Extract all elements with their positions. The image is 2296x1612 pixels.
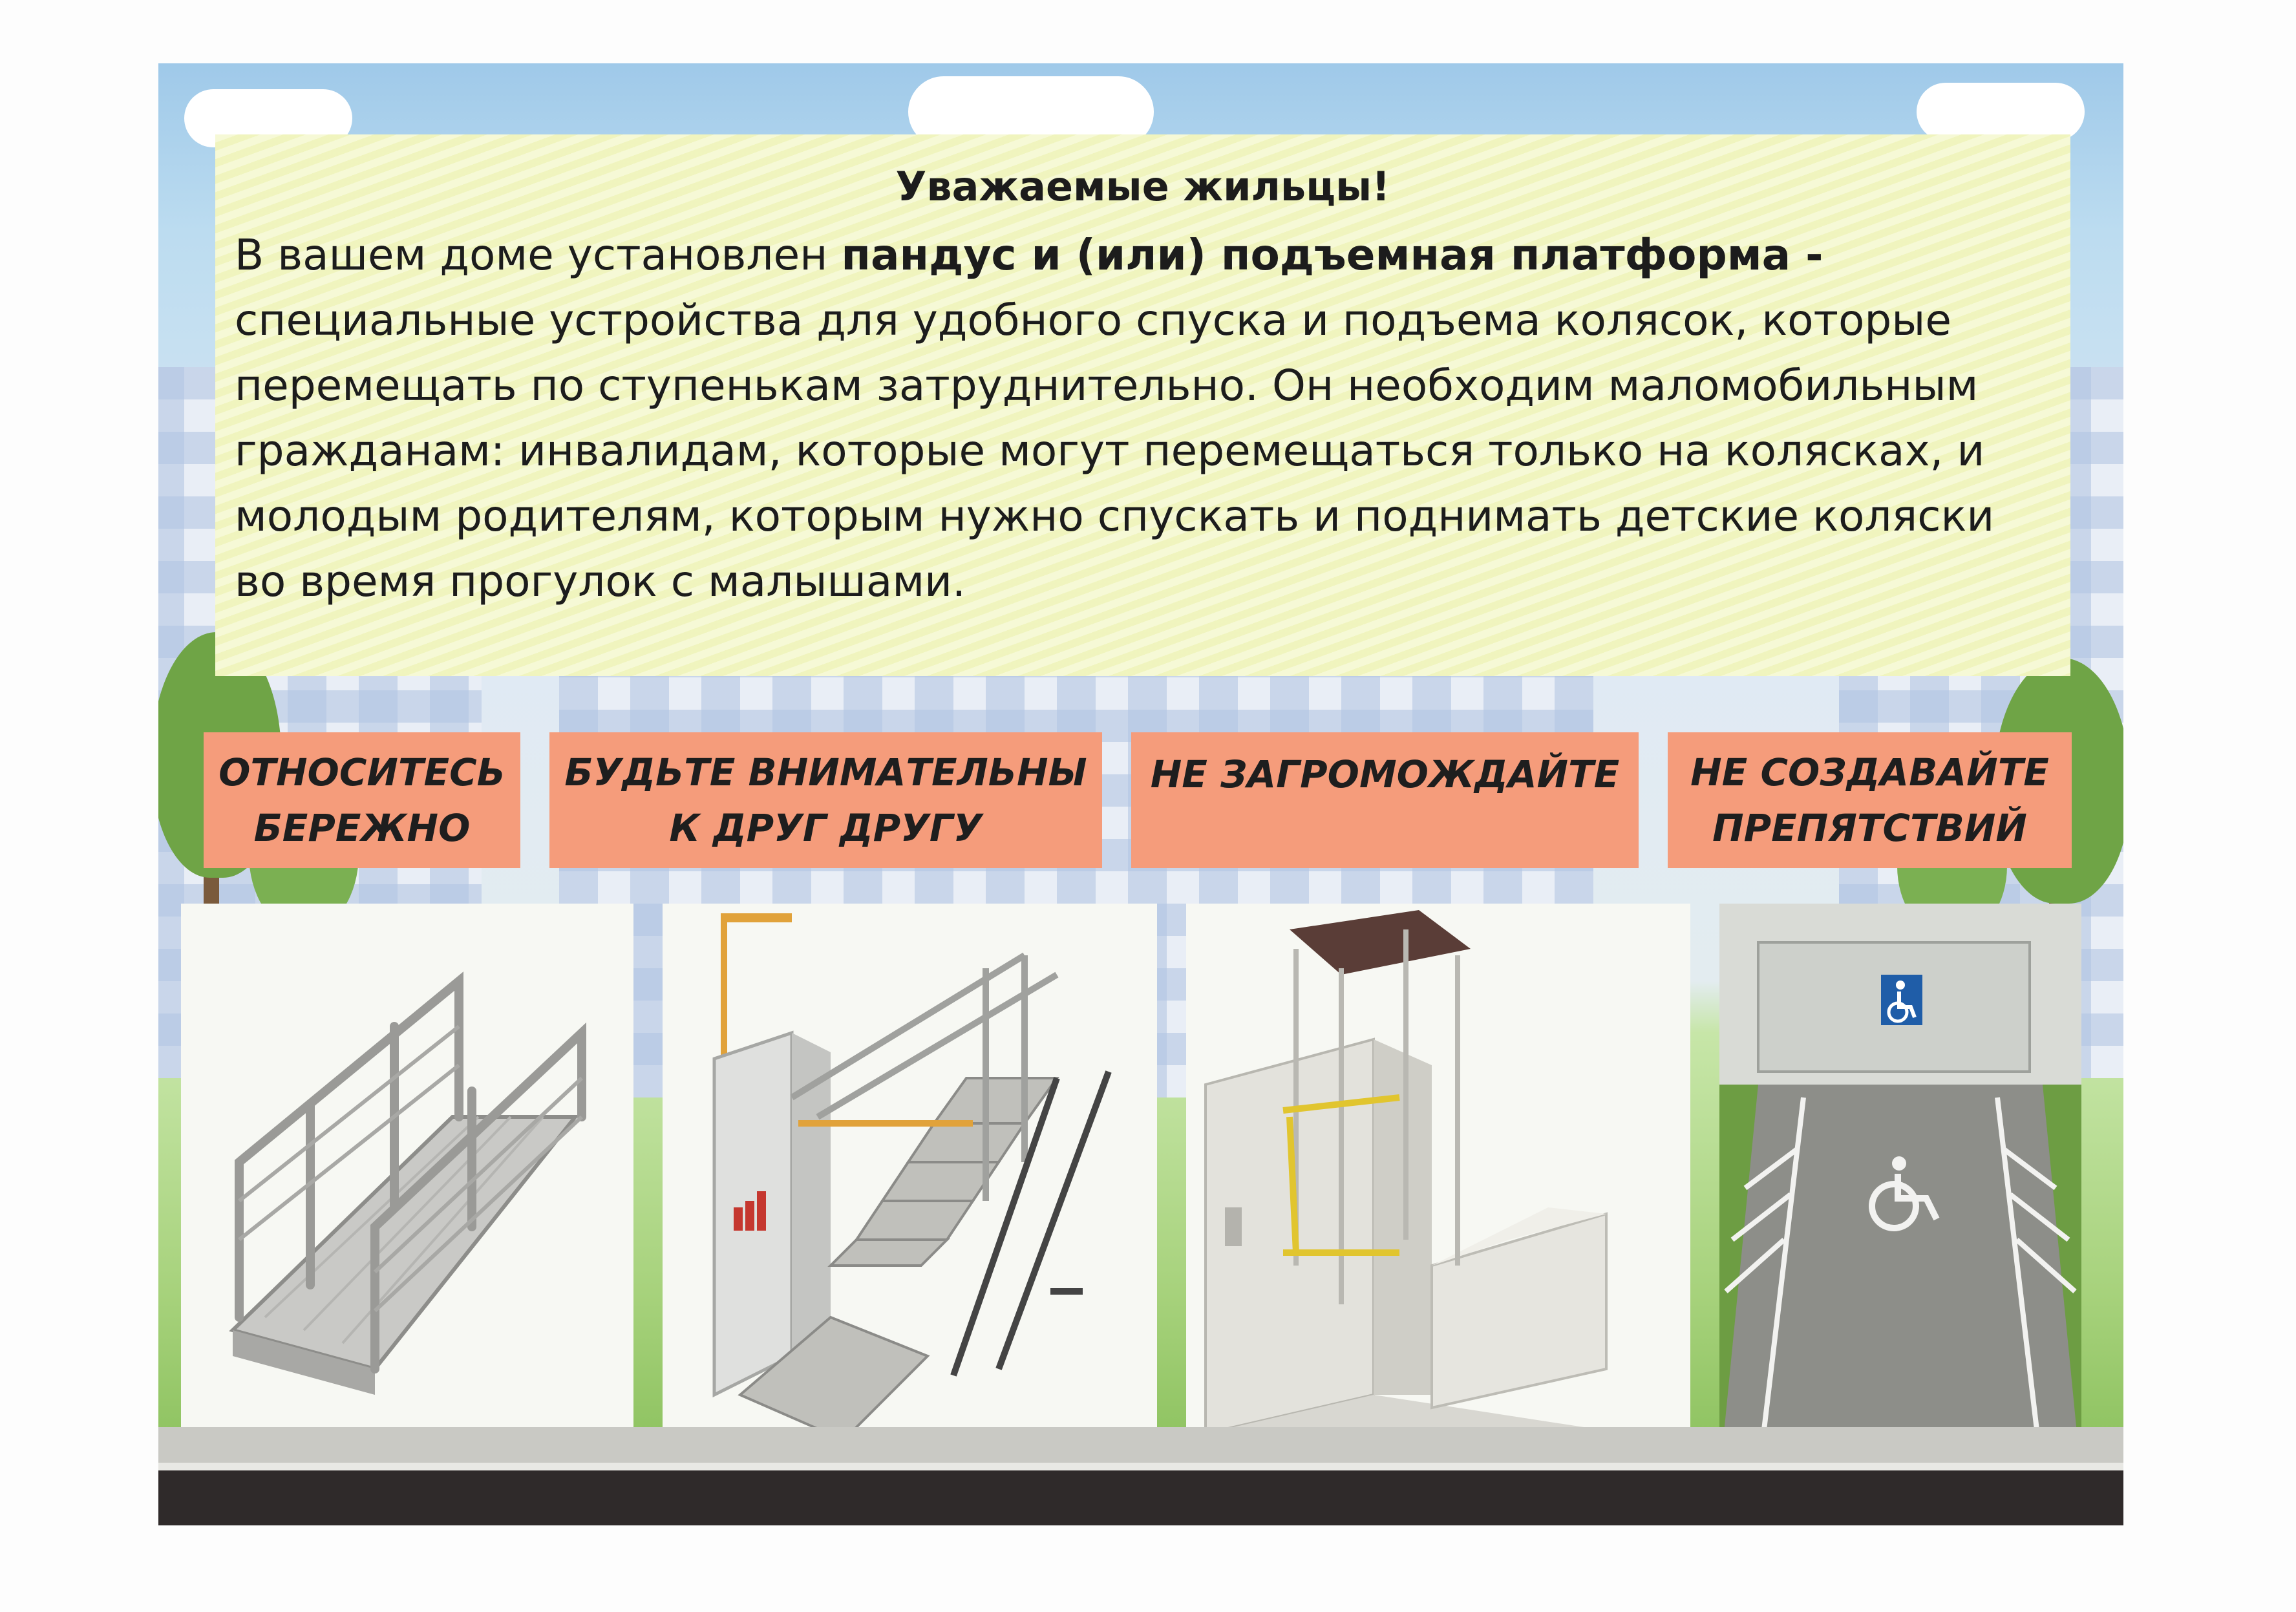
stair-lift-illustration-icon [663,904,1157,1479]
tag-line: НЕ СОЗДАВАЙТЕ [1690,750,2049,794]
tag-be-attentive [549,732,1102,868]
tag-no-obstacles [1668,732,2072,868]
notice-body: специальные устройства для удобного спуска и подъема колясок, которые перемещать по ступенькам затруднительно. Он необходим маломобильным гражданам: инвалидам, которые могут перемещаться только на колясках, и молодым родителям, которым нужно спускать и поднимать детские коляски во время прогулок с малышами. [235,295,1995,606]
tag-line: НЕ ЗАГРОМОЖДАЙТЕ [1150,752,1620,796]
tag-line: БУДЬТЕ ВНИМАТЕЛЬНЫ [564,750,1087,794]
notice-highlight: пандус и (или) подъемная платформа - [841,230,1823,280]
vertical-lift-photo [1186,904,1690,1479]
tag-line: ПРЕПЯТСТВИЙ [1712,806,2027,850]
poster [158,63,2123,1525]
stair-lift-photo [663,904,1157,1479]
notice-intro: В вашем доме установлен [235,230,842,280]
ramp-photo [181,904,633,1479]
notice-title: Уважаемые жильцы! [895,163,1390,210]
cloud [1917,83,2085,141]
tag-handle-carefully [204,732,520,868]
tag-line: К ДРУГ ДРУГУ [669,806,983,850]
curb-strip [158,1463,2123,1470]
accessible-parking-icon [1719,904,2081,1479]
tag-line: БЕРЕЖНО [253,806,471,850]
vertical-lift-illustration-icon [1186,904,1690,1479]
road-strip [158,1470,2123,1525]
tag-line: ОТНОСИТЕСЬ [218,750,505,794]
sidewalk-strip [158,1427,2123,1463]
ramp-illustration-icon [181,904,633,1479]
tag-do-not-clutter [1131,732,1639,868]
notice-text [235,222,2051,614]
parking-photo [1719,904,2081,1479]
notice-panel [215,134,2070,676]
